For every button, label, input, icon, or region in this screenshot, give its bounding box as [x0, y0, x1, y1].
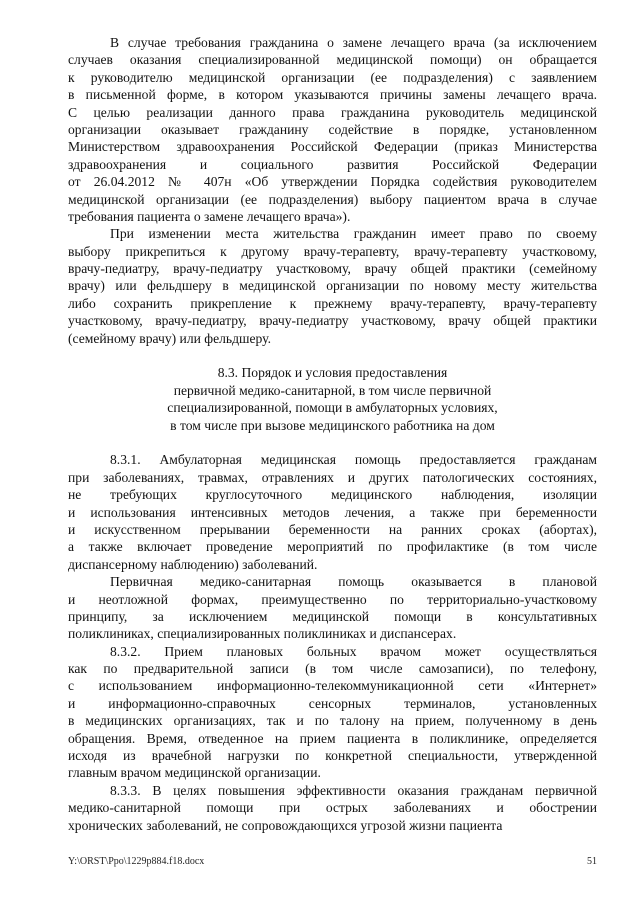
text-line: случаев оказания специализированной медицинской помощи) он обращается: [68, 52, 597, 68]
text-line: участковому, врачу-педиатру, врачу-педиатру участковому, врачу общей практики: [68, 313, 597, 329]
text-line: 8.3.2. Прием плановых больных врачом может осуществляться: [110, 643, 597, 659]
text-line: первичной медико-санитарной, в том числе первичной: [173, 382, 492, 398]
paragraph: [68, 34, 597, 225]
text-line: в письменной форме, в котором указываются причины замены лечащего врача.: [68, 87, 597, 103]
text-line: от 26.04.2012 № 407н «Об утверждении Порядка содействия руководителем: [68, 174, 597, 190]
paragraph: [68, 451, 597, 573]
text-line: к руководителю медицинской организации (ее подразделения) с заявлением: [68, 69, 597, 85]
text-line: хронических заболеваний, не сопровождающихся угрозой жизни пациента: [68, 817, 503, 833]
text-line: С целью реализации данного права гражданина руководитель медицинской: [68, 104, 597, 120]
text-line: как по предварительной записи (в том числе самозаписи), по телефону,: [68, 661, 597, 677]
text-line: В случае требования гражданина о замене лечащего врача (за исключением: [110, 35, 597, 50]
text-line: (семейному врачу) или фельдшеру.: [68, 330, 271, 346]
text-line: в том числе при вызове медицинского работника на дом: [170, 417, 495, 433]
page-number: 51: [587, 856, 597, 867]
section-heading: [68, 364, 597, 434]
text-line: выбору прикрепиться к другому врачу-терапевту, врачу-терапевту участковому,: [68, 243, 597, 259]
text-line: либо сохранить прикрепление к прежнему врачу-терапевту, врачу-терапевту: [68, 295, 597, 311]
blank-line: [68, 347, 597, 364]
text-line: специализированной, помощи в амбулаторных условиях,: [167, 400, 498, 416]
text-line: здравоохранения и социального развития Российской Федерации: [68, 156, 597, 172]
document-body: [68, 34, 597, 834]
text-line: врачу) или фельдшеру в медицинской организации по новому месту жительства: [68, 278, 597, 294]
text-line: врачу-педиатру, врачу-педиатру участковому, врачу общей практики (семейному: [68, 261, 597, 277]
text-line: с использованием информационно-телекоммуникационной сети «Интернет»: [68, 678, 597, 694]
text-line: и информационно-справочных сенсорных терминалов, установленных: [68, 695, 597, 711]
text-line: диспансерному наблюдению) заболеваний.: [68, 556, 318, 572]
text-line: медицинской организации (ее подразделения) выбору пациентом врача в случае: [68, 191, 597, 207]
text-line: в медицинских организациях, так и по талону на прием, полученному в день: [68, 713, 597, 729]
text-line: а также включает проведение мероприятий по профилактике (в том числе: [68, 539, 597, 555]
text-line: Первичная медико-санитарная помощь оказывается в плановой: [110, 574, 597, 590]
paragraph: [68, 573, 597, 643]
text-line: и искусственном прерывании беременности на ранних сроках (абортах),: [68, 521, 597, 537]
text-line: обращения. Время, отведенное на прием пациента в поликлинике, определяется: [68, 730, 597, 746]
text-line: организации оказывает гражданину содействие в порядке, установленном: [68, 121, 597, 137]
text-line: медико-санитарной помощи при острых заболеваниях и обострении: [68, 800, 597, 816]
text-line: исходя из врачебной нагрузки по конкретной специальности, утвержденной: [68, 748, 597, 764]
paragraph: [68, 782, 597, 834]
text-line: и неотложной формах, преимущественно по территориально-участковому: [68, 591, 597, 607]
text-line: не требующих круглосуточного медицинского наблюдения, изоляции: [68, 487, 597, 503]
blank-line: [68, 434, 597, 451]
text-line: поликлиниках, специализированных поликлиниках и диспансерах.: [68, 626, 457, 642]
text-line: требования пациента о замене лечащего врача»).: [68, 208, 351, 224]
text-line: При изменении места жительства гражданин имеет право по своему: [110, 226, 597, 242]
text-line: и использования интенсивных методов лечения, а также при беременности: [68, 504, 597, 520]
text-line: главным врачом медицинской организации.: [68, 765, 321, 781]
text-line: принципу, за исключением медицинской помощи в консультативных: [68, 608, 597, 624]
text-line: Министерством здравоохранения Российской Федерации (приказ Министерства: [68, 139, 597, 155]
text-line: 8.3.1. Амбулаторная медицинская помощь предоставляется гражданам: [110, 452, 597, 468]
text-line: 8.3. Порядок и условия предоставления: [217, 365, 448, 381]
paragraph: [68, 643, 597, 782]
text-line: 8.3.3. В целях повышения эффективности оказания гражданам первичной: [110, 782, 597, 798]
text-line: при заболеваниях, травмах, отравлениях и других патологических состояниях,: [68, 469, 597, 485]
file-path: Y:\ORST\Ppo\1229p884.f18.docx: [68, 856, 205, 867]
paragraph: [68, 225, 597, 347]
